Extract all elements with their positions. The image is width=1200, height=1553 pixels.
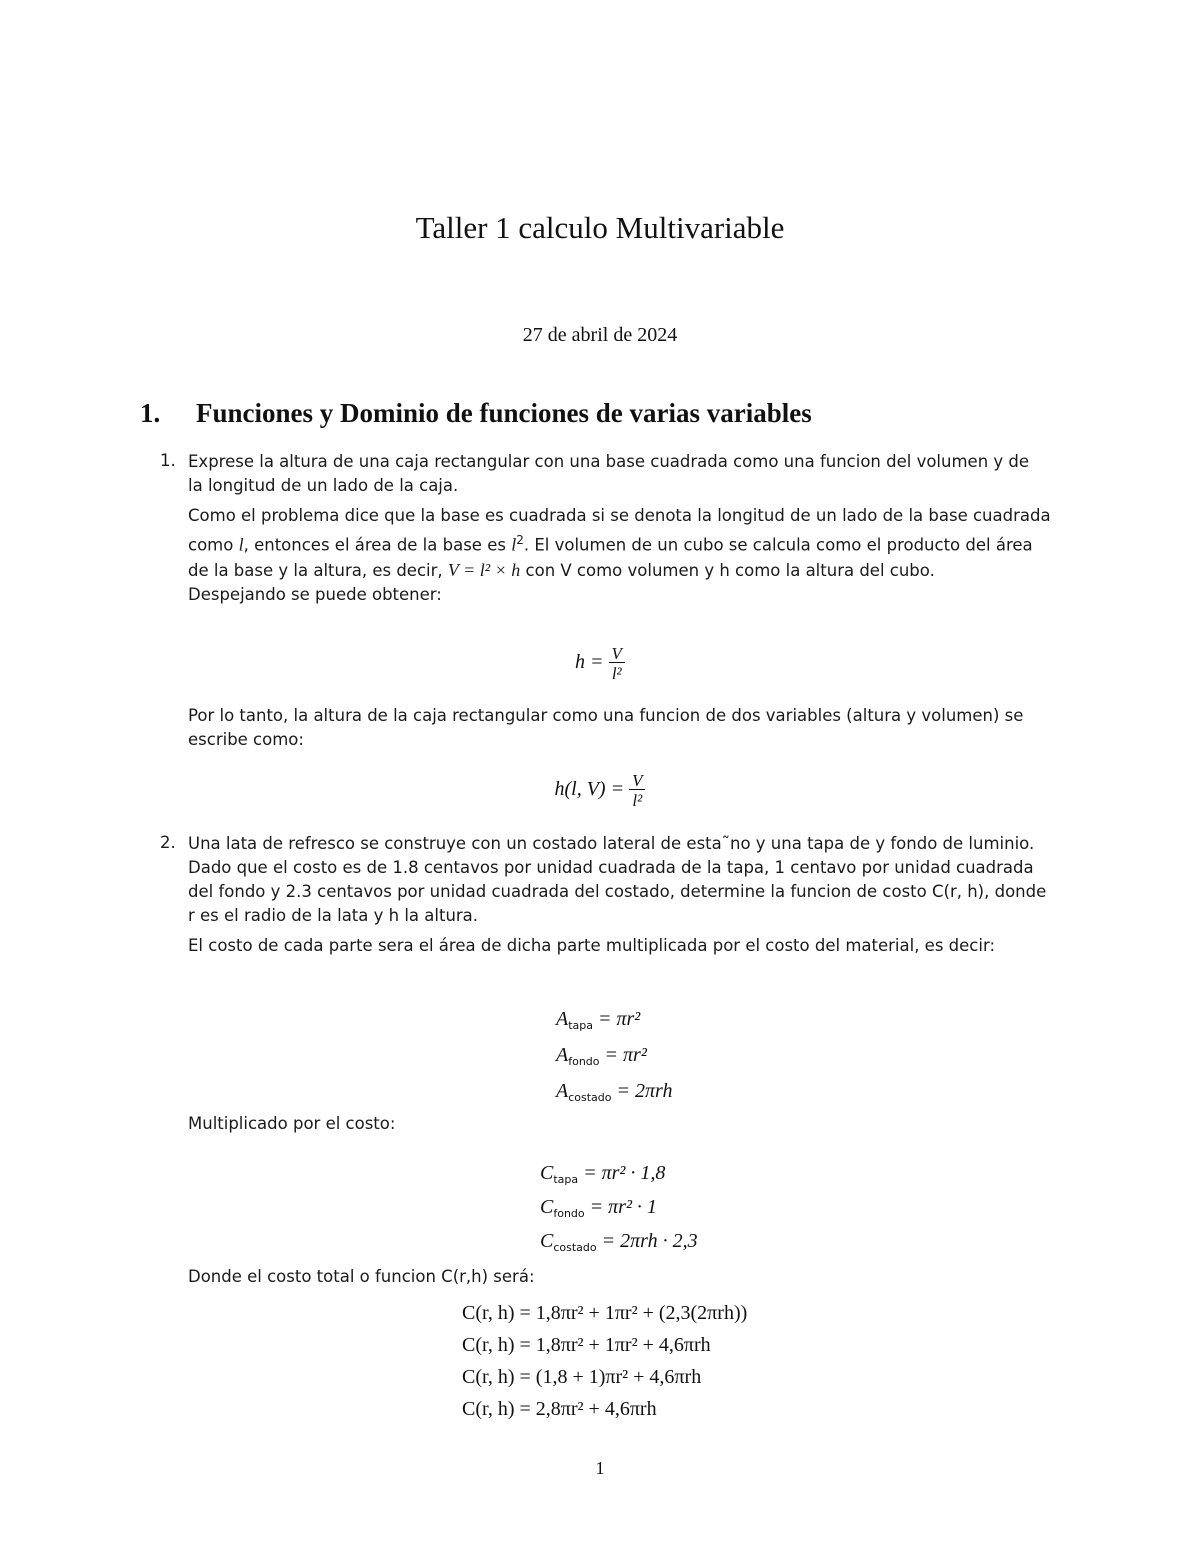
document-date: 27 de abril de 2024 [522, 324, 678, 346]
rhs: = πr² [604, 1044, 647, 1066]
area-equation [556, 1080, 672, 1116]
problem-2-paragraph-1: El costo de cada parte sera el área de dicha parte multiplicada por el costo del material, es decir: [188, 936, 996, 955]
subscript: tapa [553, 1173, 579, 1186]
rhs: = 2πrh · 2,3 [601, 1230, 698, 1252]
cost-equation [540, 1230, 698, 1264]
problem-2-number: 2. [160, 833, 176, 852]
statement-line: r es el radio de la lata y h la altura. [188, 906, 479, 925]
text-run: . El volumen de un cubo se calcula como el producto del área [523, 535, 1033, 555]
area-equation [556, 1008, 672, 1044]
text-run: de la base y la altura, es decir, [188, 560, 448, 580]
rhs: = πr² [598, 1008, 641, 1030]
statement-line: del fondo y 2.3 centavos por unidad cuadrada del costado, determine la funcion de costo C(r, h), donde [188, 882, 1047, 901]
numerator: V [629, 772, 645, 790]
math-var-l: l [238, 534, 244, 555]
cost-equation [540, 1196, 698, 1230]
cost-equation [540, 1162, 698, 1196]
total-cost-equation: C(r, h) = 2,8πr² + 4,6πrh [462, 1398, 657, 1420]
statement-line: Dado que el costo es de 1.8 centavos por unidad cuadrada de la tapa, 1 centavo por unidad cuadrada [188, 858, 1034, 877]
total-cost-equations [462, 1302, 747, 1430]
paragraph-line: Despejando se puede obtener: [188, 584, 442, 604]
paragraph-line [188, 558, 1051, 583]
subscript: tapa [568, 1019, 593, 1032]
rhs: = πr² · 1,8 [583, 1162, 666, 1184]
fraction [629, 772, 645, 809]
symbol: A [556, 1008, 569, 1030]
total-cost-equation: C(r, h) = 1,8πr² + 1πr² + 4,6πrh [462, 1334, 711, 1356]
equation-lhs: h = [575, 651, 604, 674]
subscript: fondo [553, 1207, 585, 1220]
math-exponent: 2 [516, 533, 524, 547]
cost-equations [540, 1162, 698, 1264]
subscript: costado [553, 1241, 597, 1254]
multiply-label: Multiplicado por el costo: [188, 1114, 396, 1133]
rhs: = 2πrh [616, 1080, 673, 1102]
symbol: A [556, 1080, 569, 1102]
paragraph-line: escribe como: [188, 730, 304, 749]
page-number: 1 [595, 1458, 605, 1478]
total-cost-label: Donde el costo total o funcion C(r,h) será: [188, 1267, 535, 1286]
area-equation [556, 1044, 672, 1080]
section-heading [140, 398, 812, 429]
problem-2-statement [188, 832, 1046, 928]
rhs: = πr² · 1 [589, 1196, 657, 1218]
symbol: C [540, 1196, 554, 1218]
problem-1-paragraph-2 [188, 704, 1023, 752]
fraction [609, 645, 625, 682]
subscript: fondo [568, 1055, 600, 1068]
problem-1-statement [188, 450, 1029, 498]
text-run: como [188, 535, 239, 555]
total-cost-equation: C(r, h) = 1,8πr² + 1πr² + (2,3(2πrh)) [462, 1302, 748, 1324]
section-number: 1. [140, 398, 161, 428]
paragraph-line [188, 528, 1051, 558]
section-title: Funciones y Dominio de funciones de varias variables [196, 398, 812, 428]
statement-line: Una lata de refresco se construye con un costado lateral de esta˜no y una tapa de y fondo de luminio. [188, 834, 1035, 853]
total-cost-equation: C(r, h) = (1,8 + 1)πr² + 4,6πrh [462, 1366, 702, 1388]
statement-line: la longitud de un lado de la caja. [188, 476, 459, 495]
statement-line: Exprese la altura de una caja rectangular con una base cuadrada como una funcion del volumen y de [188, 452, 1030, 471]
text-run: con V como volumen y h como la altura del cubo. [520, 560, 935, 580]
numerator: V [609, 645, 625, 663]
document-title: Taller 1 calculo Multivariable [415, 210, 785, 245]
equation-h-l-v [0, 772, 1200, 809]
math-var-l: l [511, 534, 517, 555]
equation-h [0, 645, 1200, 682]
paragraph-line: Como el problema dice que la base es cuadrada si se denota la longitud de un lado de la base cuadrada [188, 506, 1051, 525]
problem-1-paragraph-1 [188, 504, 1051, 607]
denominator: l² [611, 664, 622, 683]
subscript: costado [568, 1091, 612, 1104]
symbol: A [556, 1044, 569, 1066]
inline-equation: V = l² × h [447, 559, 521, 580]
paragraph-line: Por lo tanto, la altura de la caja rectangular como una funcion de dos variables (altura y volumen) se [188, 706, 1024, 725]
symbol: C [540, 1162, 554, 1184]
text-run: , entonces el área de la base es [243, 535, 512, 555]
equation-lhs: h(l, V) = [554, 778, 625, 801]
problem-1-number: 1. [160, 451, 176, 470]
area-equations [556, 1008, 672, 1116]
symbol: C [540, 1230, 554, 1252]
denominator: l² [632, 791, 643, 810]
